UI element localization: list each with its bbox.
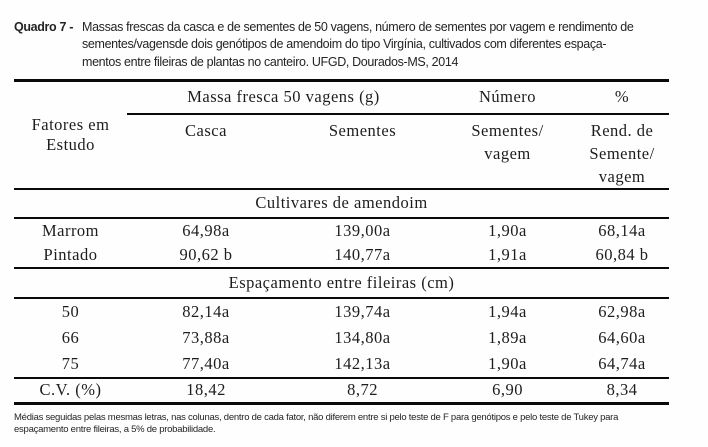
section-title-cultivares: Cultivares de amendoim bbox=[14, 189, 669, 218]
header-fatores-em-estudo bbox=[14, 81, 127, 189]
cell-sementes: 8,72 bbox=[285, 378, 440, 404]
table-row bbox=[14, 298, 669, 325]
row-label: Marrom bbox=[41, 220, 100, 240]
caption-text bbox=[82, 19, 633, 71]
header-numero: Número bbox=[440, 81, 575, 114]
header-casca: Casca bbox=[185, 120, 227, 140]
header-fatores-line-2: Estudo bbox=[46, 134, 95, 154]
cell-rend: 68,14a bbox=[598, 220, 646, 240]
footnote-line-1: Médias seguidas pelas mesmas letras, nas colunas, dentro de cada fator, não diferem entre si pelo teste de F para genótipos e pelo teste de Tukey para bbox=[14, 412, 619, 423]
header-sementes-vagem-line-2: vagem bbox=[484, 143, 531, 163]
table-row bbox=[14, 351, 669, 378]
caption-line-3: mentos entre fileiras de plantas no canteiro. UFGD, Dourados-MS, 2014 bbox=[82, 54, 459, 69]
header-rend-line-3: vagem bbox=[598, 166, 646, 186]
cell-casca: 64,98a bbox=[182, 220, 230, 240]
row-label: 75 bbox=[61, 353, 80, 373]
header-rend-semente-vagem bbox=[575, 114, 669, 189]
cell-rend: 62,98a bbox=[598, 301, 646, 321]
header-massa-fresca: Massa fresca 50 vagens (g) bbox=[127, 81, 440, 114]
table-row bbox=[14, 243, 669, 268]
caption-line-1: Massas frescas da casca e de sementes de 50 vagens, número de sementes por vagem e rendimento de bbox=[82, 20, 634, 34]
table-caption bbox=[14, 19, 633, 71]
header-rend-line-2: Semente/ bbox=[589, 143, 655, 163]
cell-sementes: 139,74a bbox=[334, 301, 391, 321]
table-row-cv bbox=[14, 378, 669, 404]
cell-casca: 18,42 bbox=[127, 378, 285, 404]
cell-sementes-vagem: 1,90a bbox=[488, 220, 527, 240]
row-label-cv: C.V. (%) bbox=[14, 378, 127, 404]
header-percent: % bbox=[575, 81, 669, 114]
cell-rend: 8,34 bbox=[575, 378, 669, 404]
cell-rend: 60,84 b bbox=[595, 244, 649, 264]
results-table bbox=[14, 79, 669, 405]
table-row bbox=[14, 325, 669, 351]
cell-rend: 64,74a bbox=[598, 353, 646, 373]
cell-casca: 73,88a bbox=[182, 327, 230, 347]
caption-label: Quadro 7 - bbox=[14, 20, 74, 34]
cell-sementes: 139,00a bbox=[334, 220, 391, 240]
cell-casca: 77,40a bbox=[182, 353, 230, 373]
section-row-espacamento bbox=[14, 268, 669, 298]
cell-sementes-vagem: 1,94a bbox=[488, 301, 527, 321]
cell-sementes: 134,80a bbox=[334, 327, 391, 347]
row-label: Pintado bbox=[43, 244, 98, 264]
header-rend-line-1: Rend. de bbox=[590, 120, 654, 140]
cell-casca: 90,62 b bbox=[179, 244, 233, 264]
header-sementes-vagem bbox=[440, 114, 575, 189]
section-title-espacamento: Espaçamento entre fileiras (cm) bbox=[14, 268, 669, 298]
row-label: 50 bbox=[61, 301, 80, 321]
header-sementes: Sementes bbox=[328, 120, 397, 140]
footnote-line-2: espaçamento entre fileiras, a 5% de probabilidade. bbox=[14, 423, 216, 435]
cell-sementes: 142,13a bbox=[334, 353, 391, 373]
cell-sementes-vagem: 1,91a bbox=[488, 244, 527, 264]
cell-rend: 64,60a bbox=[598, 327, 646, 347]
footnote bbox=[14, 412, 704, 435]
header-row-groups bbox=[14, 81, 669, 114]
section-row-cultivares bbox=[14, 189, 669, 218]
caption-line-2: sementes/vagensde dois genótipos de amendoim do tipo Virgínia, cultivados com diferentes espaça- bbox=[82, 37, 607, 52]
cell-sementes-vagem: 1,90a bbox=[488, 353, 527, 373]
cell-sementes-vagem: 1,89a bbox=[488, 327, 527, 347]
row-label: 66 bbox=[61, 327, 80, 347]
header-sementes-vagem-line-1: Sementes/ bbox=[471, 120, 544, 140]
table-row bbox=[14, 218, 669, 243]
cell-sementes: 140,77a bbox=[334, 244, 391, 264]
cell-casca: 82,14a bbox=[182, 301, 230, 321]
cell-sementes-vagem: 6,90 bbox=[440, 378, 575, 404]
header-fatores-line-1: Fatores em bbox=[31, 114, 110, 134]
